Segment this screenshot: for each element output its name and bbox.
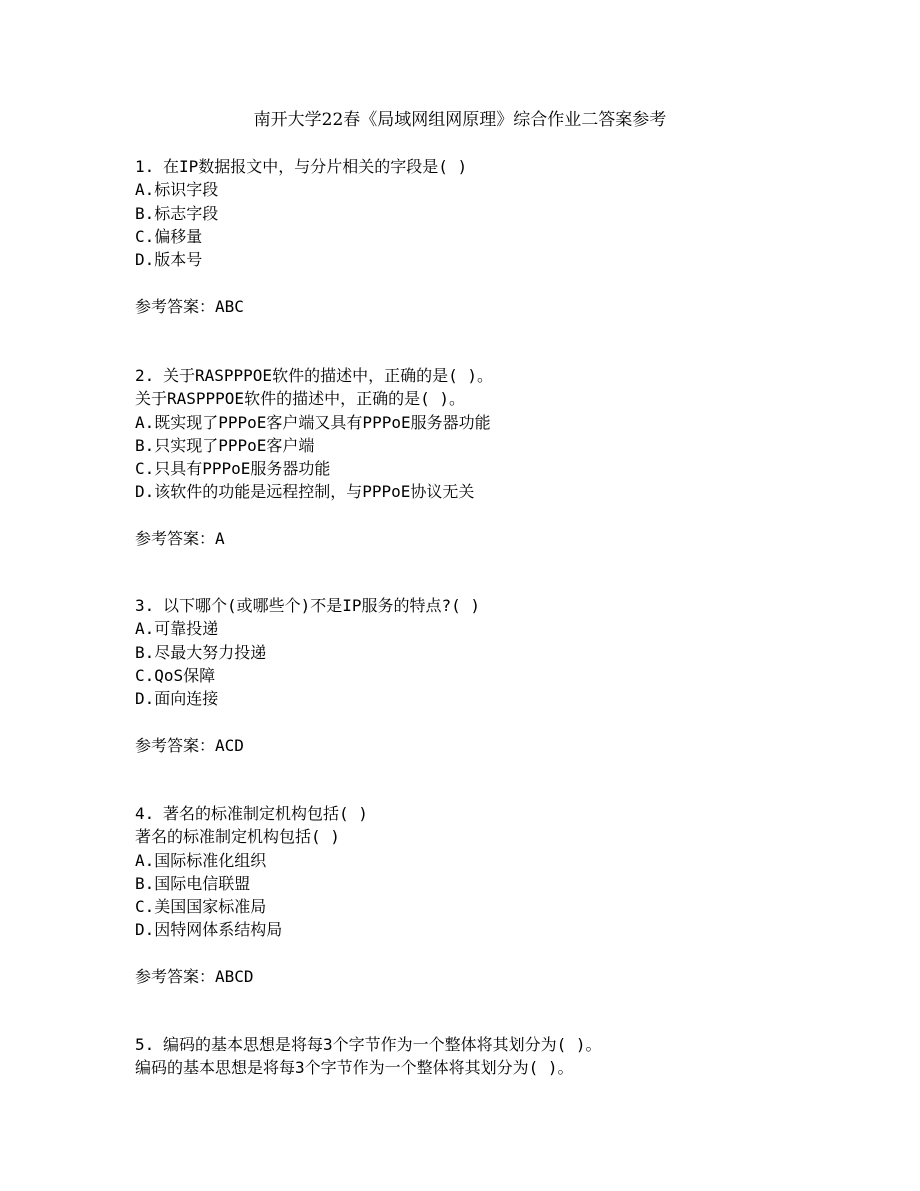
answer-label: 参考答案： bbox=[135, 529, 216, 549]
question-number: 3. bbox=[135, 596, 155, 615]
option-b: B.标志字段 bbox=[135, 203, 219, 223]
option-a: A.可靠投递 bbox=[135, 619, 219, 639]
question-text: 以下哪个(或哪些个)不是IP服务的特点?( ) bbox=[163, 596, 481, 615]
answer-label: 参考答案： bbox=[135, 296, 216, 316]
option-c: C.QoS保障 bbox=[135, 665, 216, 685]
question-4 bbox=[135, 802, 368, 988]
question-stem bbox=[135, 1033, 602, 1056]
answer-line bbox=[135, 295, 467, 318]
question-number: 5. bbox=[135, 1035, 155, 1054]
option-b: B.尽最大努力投递 bbox=[135, 642, 267, 662]
option-d: D.因特网体系结构局 bbox=[135, 920, 283, 940]
question-stem-repeat: 著名的标准制定机构包括( ) bbox=[135, 827, 340, 847]
question-stem-repeat: 关于RASPPPOE软件的描述中，正确的是( )。 bbox=[135, 389, 465, 409]
option-d: D.面向连接 bbox=[135, 689, 219, 709]
option-d: D.版本号 bbox=[135, 250, 203, 270]
answer-label: 参考答案： bbox=[135, 735, 216, 755]
answer-value: A bbox=[215, 529, 225, 549]
document-title: 南开大学22春《局域网组网原理》综合作业二答案参考 bbox=[253, 110, 667, 130]
answer-label: 参考答案： bbox=[135, 967, 216, 987]
question-3 bbox=[135, 594, 480, 757]
question-text: 在IP数据报文中，与分片相关的字段是( ) bbox=[163, 157, 468, 176]
option-c: C.只具有PPPoE服务器功能 bbox=[135, 459, 331, 479]
option-c: C.偏移量 bbox=[135, 226, 203, 246]
question-number: 2. bbox=[135, 366, 155, 385]
answer-value: ABCD bbox=[215, 967, 254, 987]
question-stem bbox=[135, 155, 467, 178]
option-a: A.既实现了PPPoE客户端又具有PPPoE服务器功能 bbox=[135, 412, 491, 432]
question-text: 编码的基本思想是将每3个字节作为一个整体将其划分为( )。 bbox=[163, 1035, 602, 1054]
question-stem bbox=[135, 802, 368, 825]
option-d: D.该软件的功能是远程控制，与PPPoE协议无关 bbox=[135, 482, 475, 502]
option-b: B.只实现了PPPoE客户端 bbox=[135, 435, 315, 455]
question-number: 4. bbox=[135, 804, 155, 823]
option-c: C.美国国家标准局 bbox=[135, 897, 267, 917]
option-a: A.国际标准化组织 bbox=[135, 850, 267, 870]
answer-value: ACD bbox=[215, 735, 244, 755]
option-a: A.标识字段 bbox=[135, 180, 219, 200]
answer-value: ABC bbox=[215, 296, 244, 316]
option-b: B.国际电信联盟 bbox=[135, 873, 251, 893]
answer-line bbox=[135, 527, 493, 550]
answer-line bbox=[135, 734, 480, 757]
question-1 bbox=[135, 155, 467, 318]
question-stem-repeat: 编码的基本思想是将每3个字节作为一个整体将其划分为( )。 bbox=[135, 1058, 574, 1078]
answer-line bbox=[135, 965, 368, 988]
question-stem bbox=[135, 364, 493, 387]
question-text: 关于RASPPPOE软件的描述中，正确的是( )。 bbox=[163, 366, 493, 385]
question-5 bbox=[135, 1033, 602, 1080]
question-stem bbox=[135, 594, 480, 617]
question-2 bbox=[135, 364, 493, 550]
question-number: 1. bbox=[135, 157, 155, 176]
question-text: 著名的标准制定机构包括( ) bbox=[163, 804, 368, 823]
